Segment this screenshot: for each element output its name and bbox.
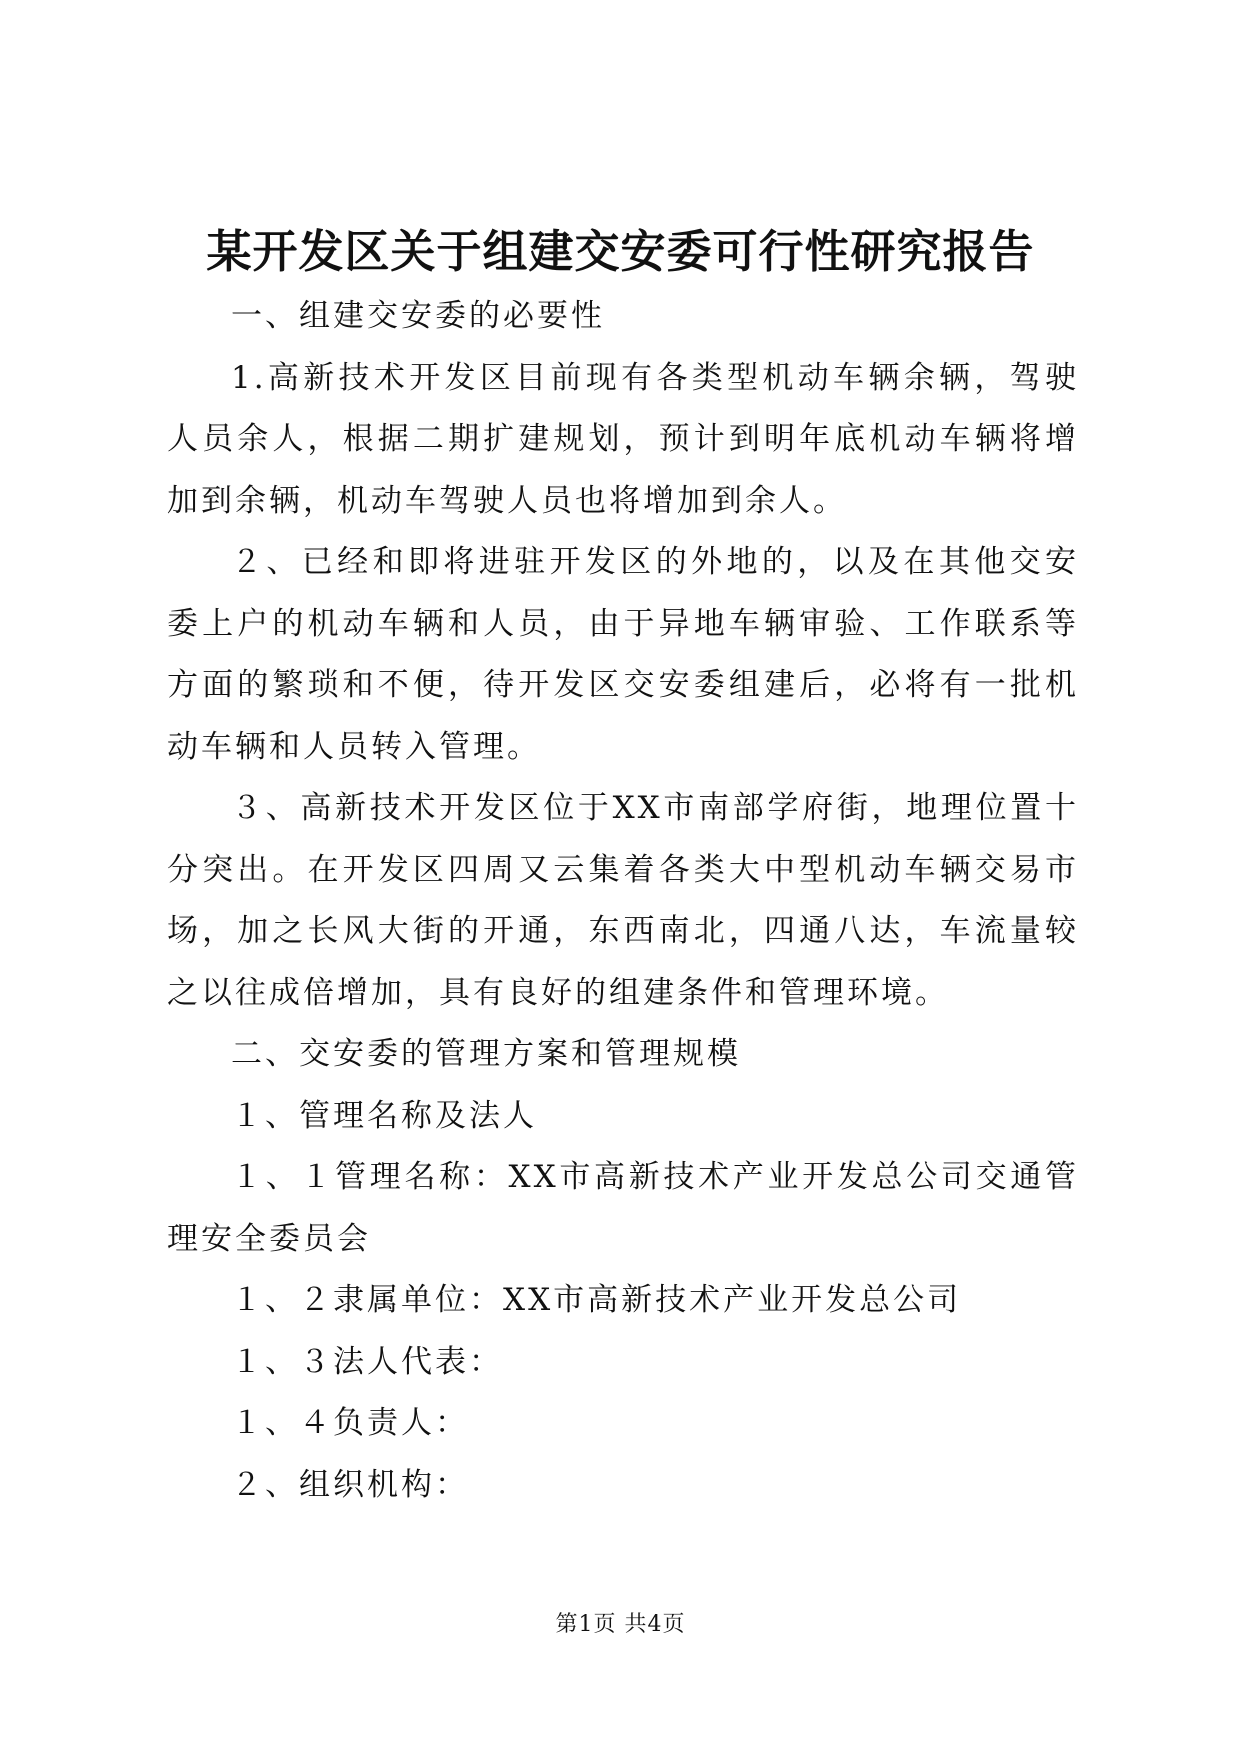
item-1-1: １、１管理名称：XX市高新技术产业开发总公司交通管理安全委员会	[167, 1159, 1079, 1257]
page-number: 第1页 共4页	[555, 1612, 686, 1637]
item-1-4: １、４负责人：	[231, 1405, 469, 1441]
document-body	[167, 286, 1079, 1516]
section-heading-1: 一、组建交安委的必要性	[231, 298, 605, 334]
item-1-3: １、３法人代表：	[231, 1343, 503, 1380]
paragraph-1: 1.高新技术开发区目前现有各类型机动车辆余辆，驾驶人员余人，根据二期扩建规划，预计到明年底机动车辆将增加到余辆，机动车驾驶人员也将增加到余人。	[167, 359, 1079, 519]
section-heading-2: 二、交安委的管理方案和管理规模	[231, 1036, 741, 1072]
item-1-2: １、２隶属单位：XX市高新技术产业开发总公司	[231, 1282, 962, 1318]
document-title: 某开发区关于组建交安委可行性研究报告	[206, 225, 1035, 278]
item-2: ２、组织机构：	[231, 1466, 469, 1503]
item-1: １、管理名称及法人	[231, 1097, 537, 1134]
paragraph-3: ３、高新技术开发区位于XX市南部学府街，地理位置十分突出。在开发区四周又云集着各类大中型机动车辆交易市场，加之长风大街的开通，东西南北，四通八达，车流量较之以往成倍增加，具有良好的组建条件和管理环境。	[167, 790, 1079, 1011]
paragraph-2: ２、已经和即将进驻开发区的外地的，以及在其他交安委上户的机动车辆和人员，由于异地车辆审验、工作联系等方面的繁琐和不便，待开发区交安委组建后，必将有一批机动车辆和人员转入管理。	[167, 544, 1079, 765]
